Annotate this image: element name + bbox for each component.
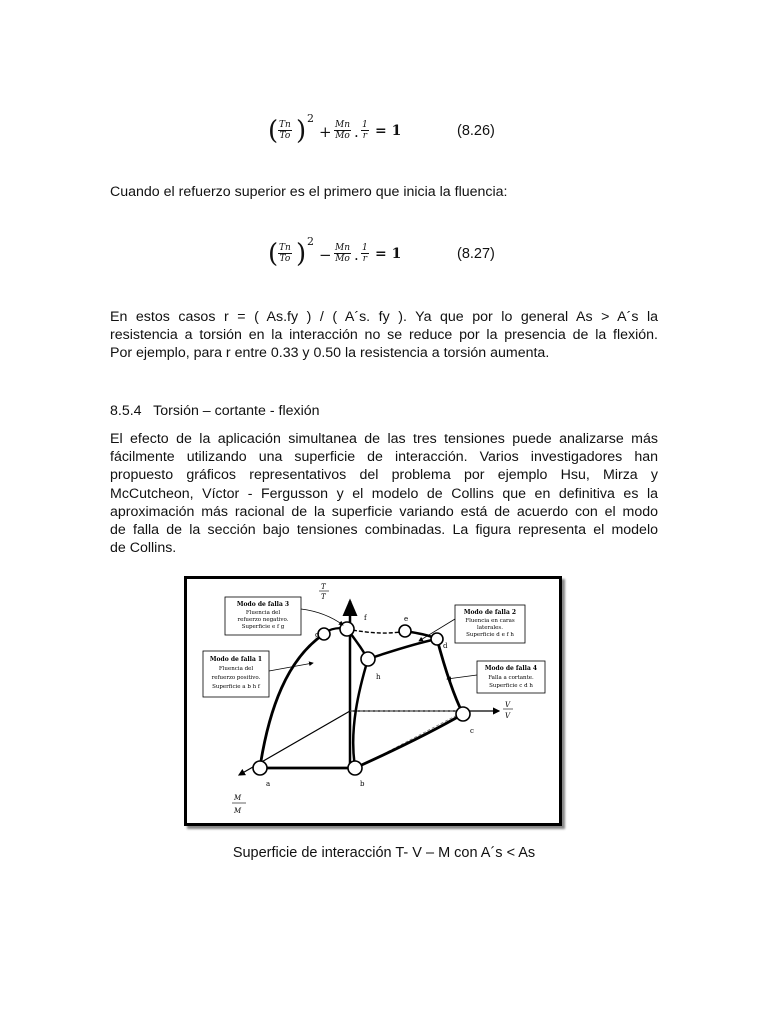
text-line: En estos casos r = ( As.fy ) / ( A´s. fy ). Ya que por lo general As > A´s la <box>110 309 658 325</box>
text-line: Por ejemplo, para r entre 0.33 y 0.50 la resistencia a torsión aumenta. <box>110 345 550 362</box>
curve-g-a <box>260 634 324 767</box>
dot: . <box>354 123 359 141</box>
point-e <box>399 625 411 637</box>
interaction-surface-figure <box>184 576 562 826</box>
mode-4-line-2: Superficie c d h <box>489 683 533 689</box>
mode-1-callout <box>203 651 313 697</box>
exponent: 2 <box>307 112 314 125</box>
mode-4-line-1: Falla a cortante. <box>488 675 534 681</box>
text-line: de Collins. <box>110 540 177 557</box>
fraction-tn-to: $\frac{Tn}{To}$ <box>279 120 291 141</box>
section-heading: 8.5.4 Torsión – cortante - flexión <box>110 403 320 419</box>
text-line: aproximación más racional de la superficie variando está de acuerdo con el modo <box>110 503 658 520</box>
curve-d-c <box>437 639 463 714</box>
fraction-1-r: $\frac{1}{r}$ <box>362 120 368 141</box>
point-d <box>431 633 443 645</box>
mode-4-title: Modo de falla 4 <box>484 665 538 672</box>
label-d: d <box>443 642 448 650</box>
fraction-mn-mo: $\frac{Mn}{Mo}$ <box>335 120 351 141</box>
mode-3-line-1: Fluencia del <box>245 610 281 616</box>
label-b: b <box>360 780 365 788</box>
label-e: e <box>404 615 409 623</box>
point-a <box>253 761 267 775</box>
open-paren: ( <box>268 116 279 146</box>
mode-2-line-1: Fluencia en caras <box>465 618 515 624</box>
close-paren: ) <box>296 239 307 269</box>
mode-2-line-2: laterales. <box>477 625 503 631</box>
label-c: c <box>470 727 474 735</box>
axis-v-den: V <box>505 712 511 720</box>
axis-m-num: M <box>234 794 242 802</box>
mode-3-title: Modo de falla 3 <box>236 601 290 608</box>
mode-3-line-3: Superficie e f g <box>241 624 285 630</box>
rhs: = 1 <box>375 246 402 262</box>
axis-t-num: T <box>321 583 326 591</box>
equation-8-26 <box>268 112 568 150</box>
curve-h-b <box>353 659 368 767</box>
interaction-diagram <box>187 579 559 823</box>
mode-1-line-3: Superficie a b h f <box>212 684 260 690</box>
equation-8-27 <box>268 235 568 273</box>
fraction-tn-to: $\frac{Tn}{To}$ <box>279 243 291 264</box>
text-line: propuesto gráficos representativos del problema por ejemplo Hsu, Mirza y <box>110 467 658 484</box>
text-line: de falla de la sección bajo tensiones combinadas. La figura representa el modelo <box>110 522 658 539</box>
paragraph-interaction <box>110 430 658 557</box>
mode-3-line-2: refuerzo negativo. <box>237 617 289 623</box>
equation-number: (8.26) <box>457 123 495 139</box>
exponent: 2 <box>307 235 314 248</box>
text-line: resistencia a torsión en la interacción no se reduce por la presencia de la flexión. <box>110 327 658 344</box>
axis-t-den: T <box>321 593 326 601</box>
curve-b-c <box>355 714 463 768</box>
rhs: = 1 <box>375 123 402 139</box>
dot: . <box>354 246 359 264</box>
axis-m-den: M <box>234 807 242 815</box>
mode-1-title: Modo de falla 1 <box>209 656 263 663</box>
mode-4-callout <box>447 661 545 693</box>
curve-h-d <box>368 639 437 659</box>
mode-2-title: Modo de falla 2 <box>463 609 517 616</box>
point-h <box>361 652 375 666</box>
text-line: El efecto de la aplicación simultanea de las tres tensiones puede analizarse más <box>110 431 658 447</box>
label-a: a <box>266 780 271 788</box>
text-line: fácilmente utilizando una superficie de interacción. Varios investigadores han <box>110 449 658 466</box>
point-b <box>348 761 362 775</box>
curve-f-e <box>347 629 405 633</box>
paragraph-intro-8-27: Cuando el refuerzo superior es el primero que inicia la fluencia: <box>110 184 508 200</box>
label-f: f <box>364 614 367 622</box>
mode-1-line-1: Fluencia del <box>218 666 254 672</box>
fraction-1-r: $\frac{1}{r}$ <box>362 243 368 264</box>
text-line: McCutcheon, Víctor - Fergusson y el modelo de Collins que en definitiva es la <box>110 485 658 502</box>
equation-number: (8.27) <box>457 246 495 262</box>
point-c <box>456 707 470 721</box>
label-h: h <box>376 673 381 681</box>
paragraph-ratio-r <box>110 308 658 363</box>
axis-v-num: V <box>505 701 511 709</box>
operator: − <box>319 246 332 264</box>
mode-1-line-2: refuerzo positivo. <box>211 675 261 681</box>
fraction-mn-mo: $\frac{Mn}{Mo}$ <box>335 243 351 264</box>
mode-2-line-3: Superficie d e f h <box>466 632 514 638</box>
figure-caption: Superficie de interacción T- V – M con A´s < As <box>232 845 536 861</box>
close-paren: ) <box>296 116 307 146</box>
point-g <box>318 628 330 640</box>
open-paren: ( <box>268 239 279 269</box>
label-g: g <box>315 631 320 639</box>
operator: + <box>319 123 332 141</box>
